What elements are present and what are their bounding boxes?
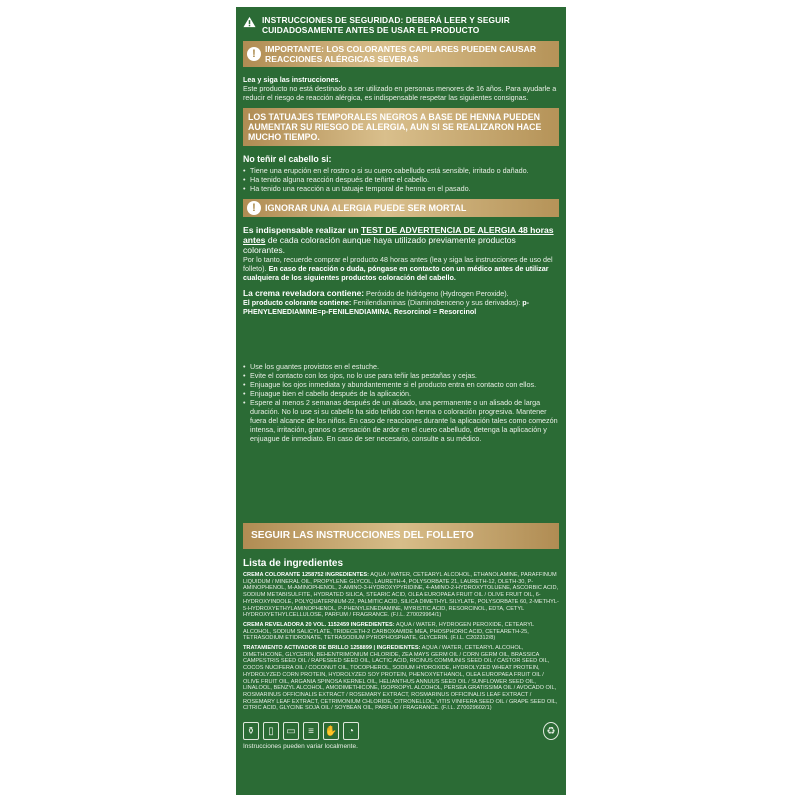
warning-triangle-icon — [243, 16, 256, 28]
colorant-contains — [243, 298, 559, 316]
gloves-icon: ✋ — [323, 722, 339, 740]
list-item: • Tiene una erupción en el rostro o si su cuero cabelludo está sensible, irritado o dañado. — [243, 166, 559, 175]
list-item: • Ha tenido una reacción a un tatuaje temporal de henna en el pasado. — [243, 184, 559, 193]
list-item: • Enjuague los ojos inmediata y abundantemente si el producto entra en contacto con ellos. — [243, 380, 559, 389]
ingredients-block-treatment — [243, 645, 559, 712]
exclamation-icon: ! — [247, 201, 261, 215]
tube-icon: ▯ — [263, 722, 279, 740]
box-icon: ▭ — [283, 722, 299, 740]
bottle-icon: ⚱ — [243, 722, 259, 740]
colorant-chemicals: p-PHENYLENEDIAMINE=p-FENILENDIAMINA. Resorcinol = Resorcinol — [243, 298, 530, 316]
list-item: • Ha tenido alguna reacción después de teñirte el cabello. — [243, 175, 559, 184]
buy-text-2: En caso de reacción o duda, póngase en contacto con un médico antes de utilizar cualquiera de los siguientes productos coloración del cabello. — [243, 264, 549, 282]
safety-heading — [243, 15, 559, 35]
test-link-text: TEST DE ADVERTENCIA DE ALERGIA 48 horas antes — [243, 225, 554, 245]
ingredients-block-developer — [243, 622, 559, 642]
ingredients-text: AQUA / WATER, CETEARYL ALCOHOL, ETHANOLAMINE, PARAFFINUM LIQUIDUM / MINERAL OIL, PROPYLENE GLYCOL, LAURETH-4, POLYSORBATE 21, LAURETH-12, OLETH-30, P-AMINOPHENOL, M-AMINOPHENOL, 2-AMINO-3-HYDROXYPYRIDINE, 4-AMINO-2-HYDROXYTOLUENE, ASCORBIC ACID, SODIUM METABISULFITE, HYDRATED SILICA, STEARIC ACID, OLEA EUROPAEA FRUIT OIL / OLIVE FRUIT OIL, 6-HYDROXYINDOLE, POLYQUATERNIUM-22, PALMITIC ACID, SILICA DIMETHYL SILYLATE, POLYSORBATE 60, 2-METHYL-5-HYDROXYETHYLAMINOPHENOL, P-PHENYLENEDIAMINE, MYRISTIC ACID, RESORCINOL, EDTA, CETYL HYDROXYETHYLCELLULOSE, PARFUM / FRAGRANCE. (F.I.L. Z70029964/1) — [243, 572, 559, 619]
no-dye-list — [243, 166, 559, 193]
colorant-value: Fenilendiaminas (Diaminobenceno y sus derivados): — [351, 298, 523, 307]
usage-list — [243, 362, 559, 443]
ingredients-text: AQUA / WATER, CETEARYL ALCOHOL, DIMETHICONE, GLYCERIN, BEHENTRIMONIUM CHLORIDE, ZEA MAYS GERM OIL / CORN GERM OIL, BRASSICA CAMPESTRIS SEED OIL / RAPESEED SEED OIL, LACTIC ACID, RICINUS COMMUNIS SEED OIL / CASTOR SEED OIL, COCOS NUCIFERA OIL / COCONUT OIL, TOCOPHEROL, SODIUM HYDROXIDE, HYDROLYZED WHEAT PROTEIN, HYDROLYZED CORN PROTEIN, HYDROLYZED SOY PROTEIN, PHENOXYETHANOL, OLEA EUROPAEA FRUIT OIL / OLIVE FRUIT OIL, ARGANIA SPINOSA KERNEL OIL, HELIANTHUS ANNUUS SEED OIL / SUNFLOWER SEED OIL, LINALOOL, BENZYL ALCOHOL, AMODIMETHICONE, ISOPROPYL ALCOHOL, PERSEA GRATISSIMA OIL / AVOCADO OIL, ROSMARINUS OFFICINALIS EXTRACT / ROSEMARY EXTRACT, ROSMARINUS OFFICINALIS LEAF EXTRACT / ROSEMARY LEAF EXTRACT, CETRIMONIUM CHLORIDE, CITRONELLOL, VITIS VINIFERA SEED OIL / GRAPE SEED OIL, CITRIC ACID, GLYCINE SOJA OIL / SOYBEAN OIL, PARFUM / FRAGRANCE. (F.I.L. Z70029602/1) — [243, 645, 558, 712]
allergy-warning-text: IMPORTANTE: LOS COLORANTES CAPILARES PUEDEN CAUSAR REACCIONES ALÉRGICAS SEVERAS — [265, 44, 537, 64]
developer-label: La crema reveladora contiene: — [243, 288, 365, 298]
ingredients-label: CREMA REVELADORA 20 VOL. 1152459 INGREDIENTES: — [243, 621, 395, 628]
no-dye-heading: No teñir el cabello si: — [243, 154, 332, 164]
safety-heading-text: INSTRUCCIONES DE SEGURIDAD: DEBERÁ LEER Y SEGUIR CUIDADOSAMENTE ANTES DE USAR EL PRODUCTO — [262, 15, 510, 35]
list-item: • Use los guantes provistos en el estuche. — [243, 362, 559, 371]
mortal-warning-banner — [243, 199, 559, 217]
ingredients-text: AQUA / WATER, HYDROGEN PEROXIDE, CETEARYL ALCOHOL, SODIUM SALICYLATE, TRIDECETH-2 CARBOXAMIDE MEA, PHOSPHORIC ACID, CETEARETH-25, TETRASODIUM ETIDRONATE, TETRASODIUM PYROPHOSPHATE, GLYCERIN. (F.I.L. C202312/8) — [243, 621, 534, 642]
allergy-test-paragraph — [243, 225, 559, 255]
henna-warning-banner — [243, 108, 559, 146]
exclamation-icon: ! — [247, 47, 261, 61]
footer-note: Instrucciones pueden variar localmente. — [243, 743, 358, 751]
test-text-2: de cada coloración aunque haya utilizado previamente productos colorantes. — [243, 235, 516, 255]
panel-content — [243, 15, 559, 750]
list-item: • Evite el contacto con los ojos, no lo use para teñir las pestañas y cejas. — [243, 371, 559, 380]
cap-icon: ◔ — [343, 722, 359, 740]
buy-text-1: Por lo tanto, recuerde comprar el producto 48 horas antes (lea y siga las instrucciones de uso del folleto). — [243, 255, 553, 273]
henna-warning-text: LOS TATUAJES TEMPORALES NEGROS A BASE DE HENNA PUEDEN AUMENTAR SU RIESGO DE ALERGIA, AUN SI SE REALIZARON HACE MUCHO TIEMPO. — [248, 112, 542, 142]
test-text-1: Es indispensable realizar un — [243, 225, 361, 235]
developer-contains — [243, 289, 559, 298]
list-item: • Espere al menos 2 semanas después de un alisado, una permanente o un alisado de larga duración. No lo use si su cabello ha sido teñido con henna o coloración progresiva. Mantener fuera del alcance de los niños. En caso de reacciones durante la aplicación tales como comezón intensa, irritación, granos o sensación de ardor en el cuero cabelludo, detenga la aplicación y enjuague de inmediato. En caso de ser necesario, consulte a su médico. — [243, 398, 559, 443]
ingredients-label: TRATAMIENTO ACTIVADOR DE BRILLO 1258899 | INGREDIENTES: — [243, 645, 421, 652]
colorant-label: El producto colorante contiene: — [243, 298, 352, 307]
kit-contents-icons — [243, 720, 559, 740]
recycle-icon: ♻ — [543, 722, 559, 740]
allergy-warning-banner — [243, 41, 559, 67]
ingredients-title: Lista de ingredientes — [243, 558, 344, 569]
developer-value: Peróxido de hidrógeno (Hydrogen Peroxide). — [364, 289, 509, 298]
follow-instructions-banner: SEGUIR LAS INSTRUCCIONES DEL FOLLETO — [243, 523, 559, 549]
product-back-panel — [236, 7, 566, 795]
intro-paragraph: Este producto no está destinado a ser utilizado en personas menores de 16 años. Para ayudarle a reducir el riesgo de reacción alérgica, es indispensable respetar las siguientes consignas. — [243, 84, 557, 102]
leaflet-icon: ≡ — [303, 722, 319, 740]
ingredients-block-colorant — [243, 572, 559, 619]
ingredients-label: CREMA COLORANTE 1258752 INGREDIENTES: — [243, 572, 369, 578]
buy-paragraph — [243, 255, 559, 282]
list-item: • Enjuague bien el cabello después de la aplicación. — [243, 389, 559, 398]
read-instructions: Lea y siga las instrucciones. — [243, 75, 341, 84]
mortal-warning-text: IGNORAR UNA ALERGIA PUEDE SER MORTAL — [265, 203, 467, 213]
